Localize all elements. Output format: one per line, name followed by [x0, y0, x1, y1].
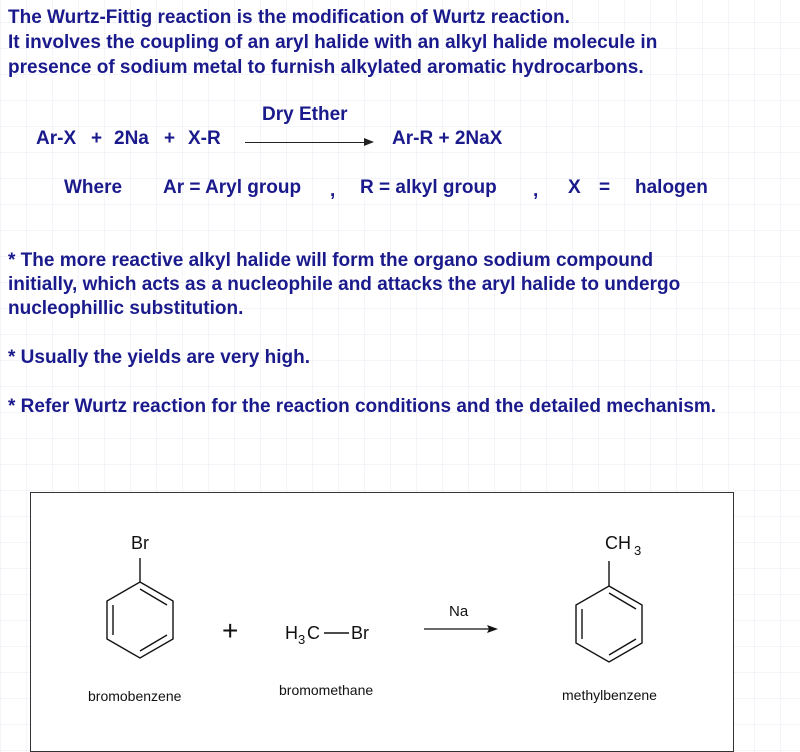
- def-alkyl: R = alkyl group: [360, 177, 497, 198]
- reaction-products: Ar-R + 2NaX: [392, 128, 503, 149]
- plus-sign: +: [91, 128, 103, 149]
- scheme-drawing: [31, 493, 733, 751]
- def-aryl: Ar = Aryl group: [163, 177, 302, 198]
- note-1-line-2: initially, which acts as a nucleophile and attacks the aryl halide to undergo: [8, 274, 681, 295]
- intro-line-3: presence of sodium metal to furnish alkylated aromatic hydrocarbons.: [8, 57, 644, 78]
- name-bromobenzene: bromobenzene: [88, 688, 182, 704]
- name-methylbenzene: methylbenzene: [562, 687, 657, 703]
- comma: ,: [533, 180, 539, 201]
- def-equals: =: [599, 177, 611, 198]
- note-2: * Usually the yields are very high.: [8, 347, 311, 368]
- benzene-ring-methylbenzene: [576, 561, 642, 662]
- hydrogen-subscript: 3: [298, 632, 306, 647]
- note-1-line-1: * The more reactive alkyl halide will form the organo sodium compound: [8, 250, 654, 271]
- methyl-ch: CH: [605, 533, 631, 553]
- reaction-scheme: [30, 492, 734, 752]
- comma: ,: [330, 180, 336, 201]
- intro-line-1: The Wurtz-Fittig reaction is the modification of Wurtz reaction.: [8, 7, 570, 28]
- note-1-line-3: nucleophillic substitution.: [8, 298, 244, 319]
- reaction-condition: Dry Ether: [262, 104, 348, 125]
- reaction-arrow: [245, 142, 365, 143]
- plus-sign: +: [164, 128, 176, 149]
- reactant-aryl-halide: Ar-X: [36, 128, 77, 149]
- scheme-plus-sign: +: [222, 615, 239, 646]
- def-x: X: [568, 177, 581, 198]
- methyl-subscript: 3: [634, 543, 642, 558]
- reactant-sodium: 2Na: [114, 128, 149, 149]
- arrow-head-icon: [364, 138, 374, 146]
- intro-line-2: It involves the coupling of an aryl halide with an alkyl halide molecule in: [8, 32, 658, 53]
- def-halogen: halogen: [635, 177, 708, 198]
- hydrogen-atom: H: [285, 623, 298, 643]
- benzene-ring-bromobenzene: [107, 558, 173, 658]
- name-bromomethane: bromomethane: [279, 682, 374, 698]
- bromomethane-formula: [285, 623, 369, 647]
- bromine-atom: Br: [351, 623, 369, 643]
- reactant-alkyl-halide: X-R: [188, 128, 221, 149]
- note-3: * Refer Wurtz reaction for the reaction conditions and the detailed mechanism.: [8, 396, 717, 417]
- bromine-substituent: Br: [131, 533, 149, 553]
- scheme-condition: Na: [449, 603, 469, 620]
- where-label: Where: [64, 177, 123, 198]
- carbon-atom: C: [307, 623, 320, 643]
